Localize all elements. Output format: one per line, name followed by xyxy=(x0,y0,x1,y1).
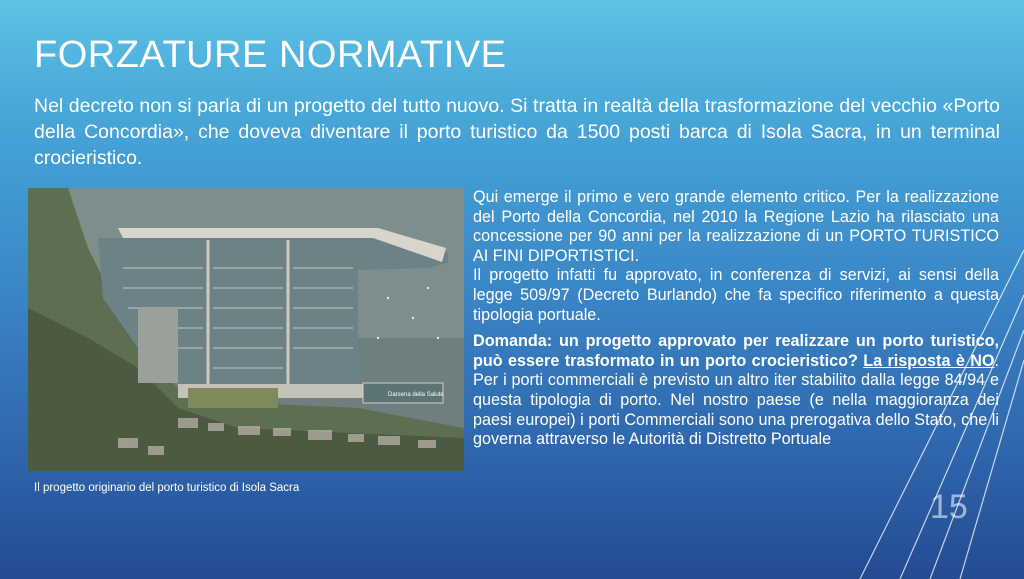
paragraph-critical-element: Qui emerge il primo e vero grande elemento critico. Per la realizzazione del Porto della Concordia, nel 2010 la Regione Lazio ha rilasciato una concessione per 90 anni per la realizzazione di un PORTO TURISTICO AI FINI DIPORTISTICI. xyxy=(473,188,999,265)
paragraph-rest: . Per i porti commerciali è previsto un altro iter stabilito dalla legge 84/94 e questa tipologia di porto. Nel nostro paese (e nella maggioranza dei paesi europei) i porti Commerciali sono una prerogativa dello Stato, che li governa attraverso le Autorità di Distretto Portuale xyxy=(473,351,999,449)
port-aerial-image xyxy=(28,188,464,471)
paragraph-approval: Il progetto infatti fu approvato, in conferenza di servizi, ai sensi della legge 509/97 (Decreto Burlando) che fa specifico riferimento a questa tipologia portuale. xyxy=(473,266,999,324)
image-label: Darsena della Salute xyxy=(388,392,444,398)
paragraph-question xyxy=(473,332,999,450)
slide-title: FORZATURE NORMATIVE xyxy=(34,34,507,76)
slide-number: 15 xyxy=(930,488,968,526)
answer-text: La risposta è NO xyxy=(863,351,995,370)
body-text xyxy=(473,188,999,450)
intro-paragraph: Nel decreto non si parla di un progetto del tutto nuovo. Si tratta in realtà della trasformazione del vecchio «Porto della Concordia», che doveva diventare il porto turistico da 1500 posti barca di Isola Sacra, in un terminal crocieristico. xyxy=(34,95,1000,169)
image-caption: Il progetto originario del porto turistico di Isola Sacra xyxy=(34,482,300,494)
question-text: Domanda: un progetto approvato per realizzare un porto turistico, può essere trasformato in un porto crocieristico? xyxy=(473,332,999,370)
